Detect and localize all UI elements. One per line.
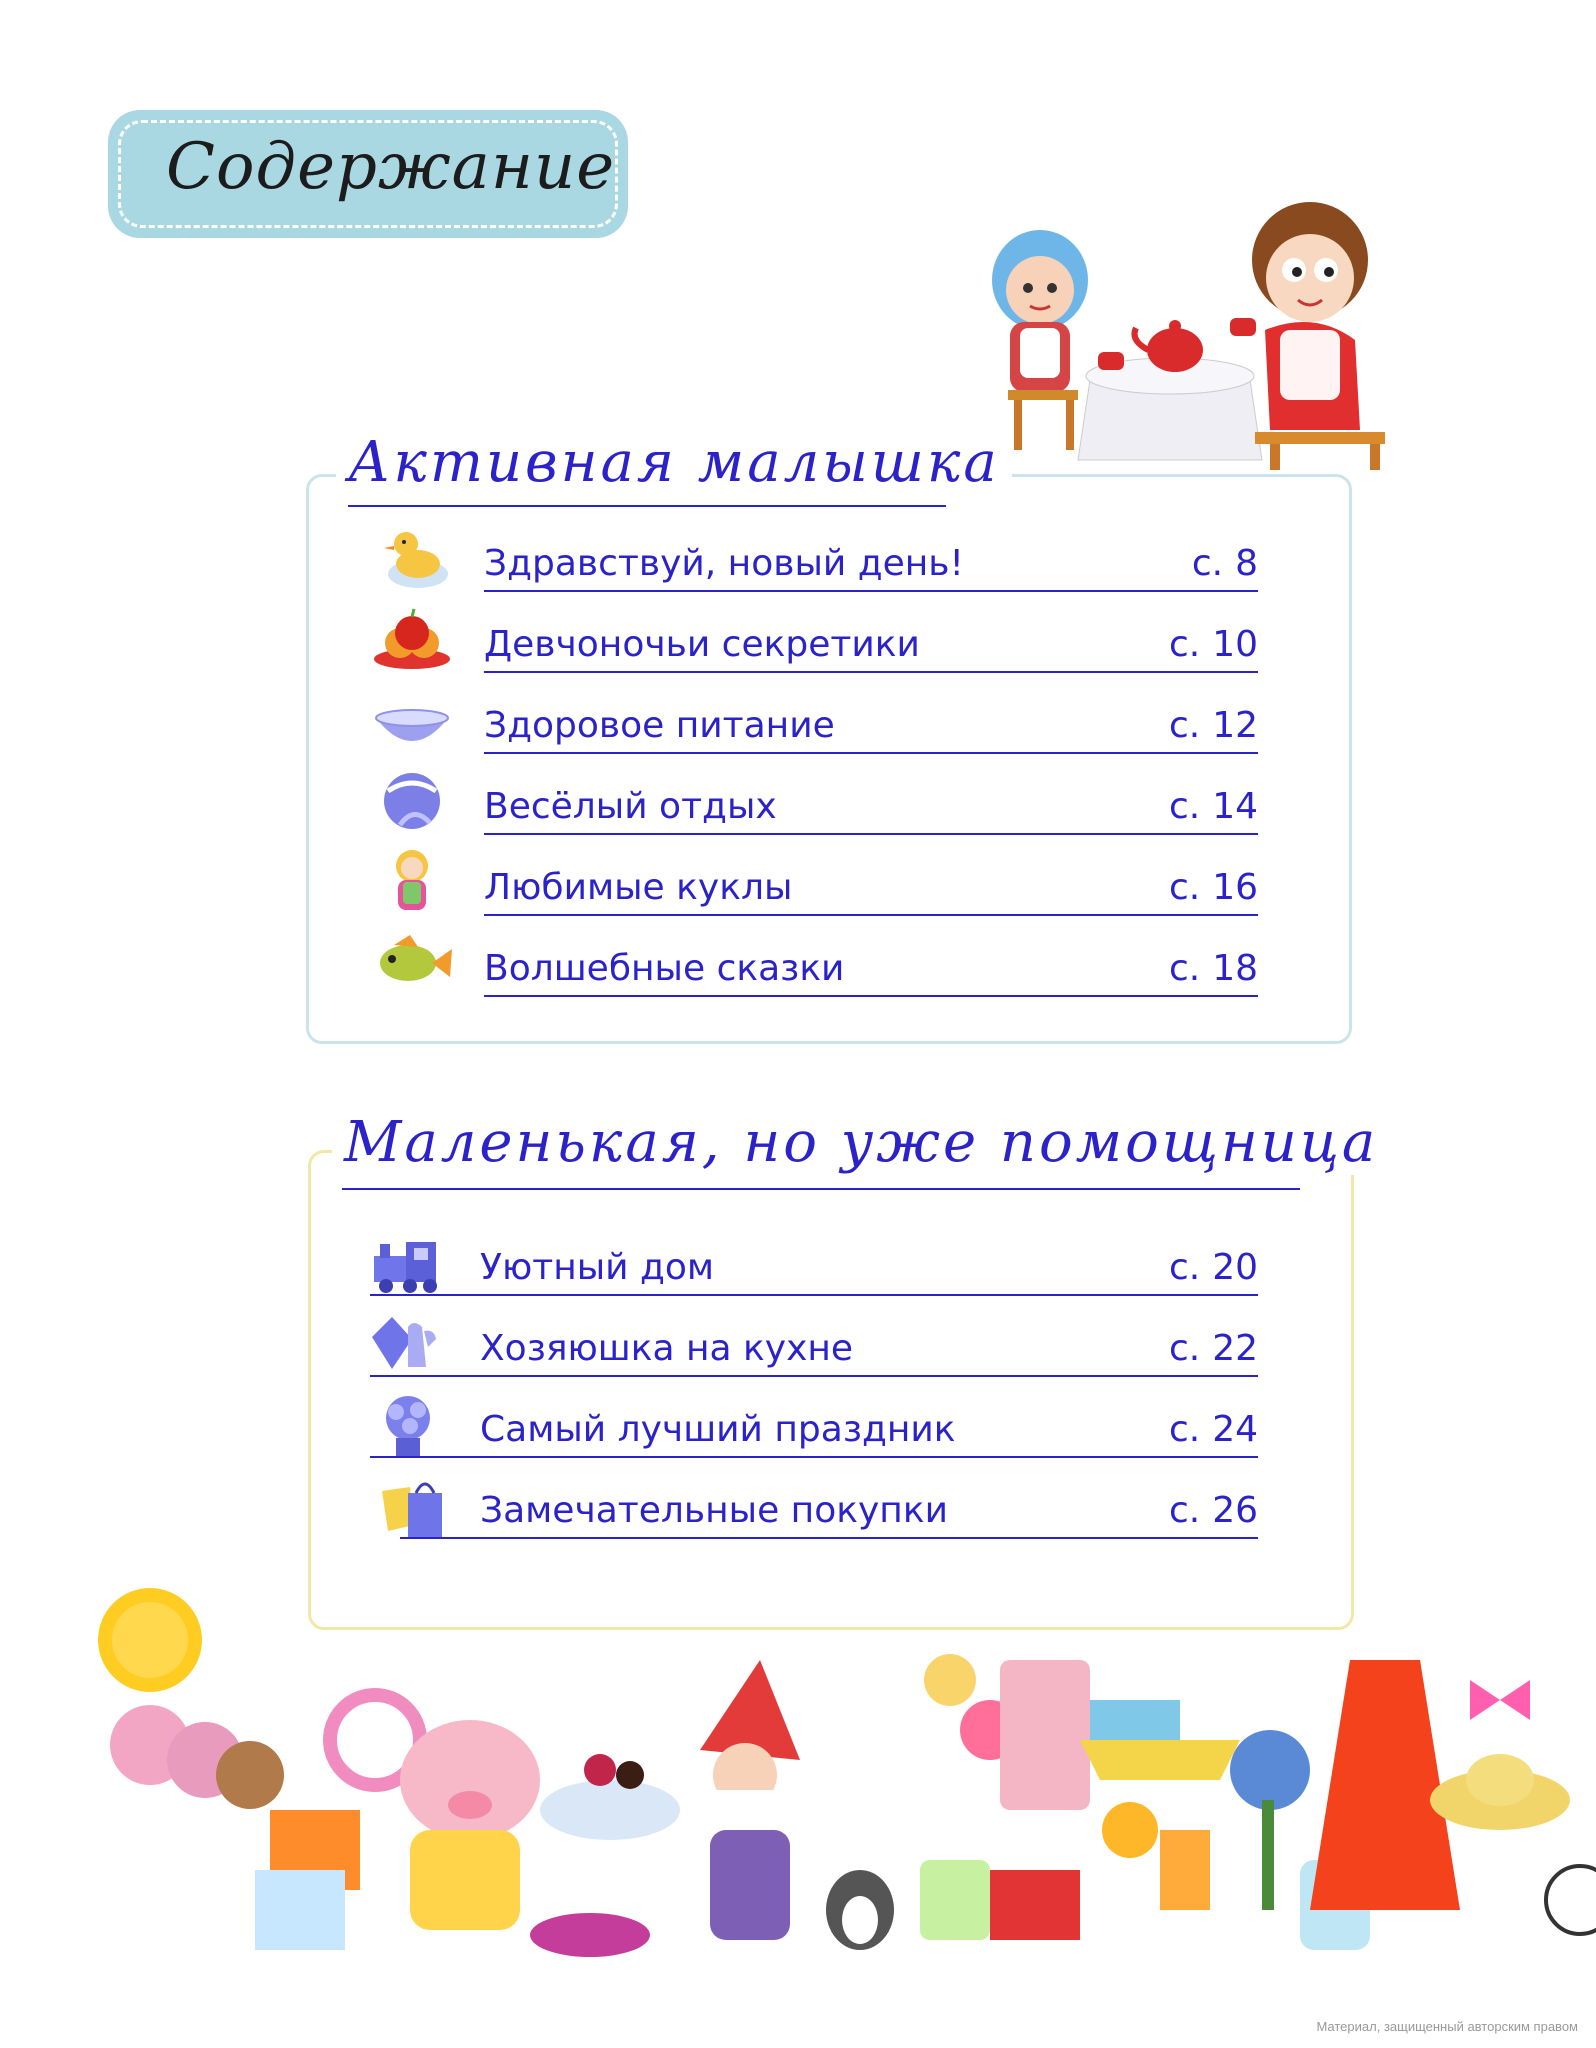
- toys-border-illustration: [0, 1570, 1596, 2000]
- toc-entry[interactable]: [480, 1398, 1258, 1460]
- toc-entry-rule: [400, 1537, 1258, 1539]
- section-frame-2: [308, 1150, 1354, 1630]
- page-prefix: с.: [1168, 948, 1201, 989]
- toc-entry-page: [1169, 624, 1258, 665]
- toc-entry-page: [1169, 1328, 1258, 1369]
- toc-entry-title: Самый лучший праздник: [480, 1409, 956, 1450]
- toc-entry-rule: [370, 1294, 1258, 1296]
- toc-entry-title: Любимые куклы: [484, 867, 793, 908]
- toc-entry-page: [1169, 705, 1258, 746]
- section-title-1: Активная малышка: [336, 430, 1012, 495]
- toc-entry-page: [1192, 543, 1258, 584]
- toc-entry-rule: [484, 671, 1258, 673]
- page-title: Содержание: [166, 130, 616, 204]
- toc-entry[interactable]: [480, 1317, 1258, 1379]
- page-number: 22: [1212, 1328, 1258, 1369]
- page-number: 8: [1235, 543, 1258, 584]
- page-number: 20: [1212, 1247, 1258, 1288]
- page-number: 24: [1212, 1409, 1258, 1450]
- toc-entry-page: [1169, 1490, 1258, 1531]
- toc-entry[interactable]: [484, 532, 1258, 594]
- toc-entry-page: [1169, 1409, 1258, 1450]
- toc-entry-rule: [370, 1375, 1258, 1377]
- toc-entry-title: Уютный дом: [480, 1247, 715, 1288]
- toc-entry-rule: [484, 995, 1258, 997]
- toc-entry[interactable]: [484, 856, 1258, 918]
- toc-entry[interactable]: [480, 1236, 1258, 1298]
- flower-bouquet-icon: [366, 1388, 450, 1460]
- toc-entry-title: Девчоночьи секретики: [484, 624, 920, 665]
- toc-entry-page: [1169, 786, 1258, 827]
- girl-tea-party-illustration: [970, 200, 1390, 470]
- bowl-icon: [370, 684, 454, 756]
- toc-entry-title: Волшебные сказки: [484, 948, 845, 989]
- page-number: 16: [1212, 867, 1258, 908]
- toc-entry-title: Здравствуй, новый день!: [484, 543, 964, 584]
- toc-entry-page: [1169, 867, 1258, 908]
- section-title-2: Маленькая, но уже помощница: [332, 1110, 1390, 1175]
- page-prefix: с.: [1191, 543, 1224, 584]
- toc-entry-title: Весёлый отдых: [484, 786, 777, 827]
- page-number: 12: [1212, 705, 1258, 746]
- title-tag: [108, 110, 628, 238]
- oven-mitts-icon: [364, 1307, 448, 1379]
- toc-entry-title: Хозяюшка на кухне: [480, 1328, 854, 1369]
- toc-entry[interactable]: [484, 694, 1258, 756]
- toc-entry-rule: [484, 833, 1258, 835]
- toc-entry-title: Замечательные покупки: [480, 1490, 948, 1531]
- toc-entry-title: Здоровое питание: [484, 705, 835, 746]
- doll-icon: [370, 846, 454, 918]
- section-title-underline-2: [342, 1188, 1300, 1190]
- page-prefix: с.: [1168, 705, 1201, 746]
- toc-entry[interactable]: [484, 613, 1258, 675]
- duck-icon: [374, 522, 458, 594]
- page-number: 26: [1212, 1490, 1258, 1531]
- toc-entry[interactable]: [484, 775, 1258, 837]
- toc-entry-page: [1169, 1247, 1258, 1288]
- toc-entry-rule: [484, 752, 1258, 754]
- shopping-bags-icon: [370, 1469, 454, 1541]
- copyright-notice: Материал, защищенный авторским правом: [1316, 2019, 1578, 2034]
- toc-entry-rule: [370, 1456, 1258, 1458]
- page-number: 18: [1212, 948, 1258, 989]
- apple-plate-icon: [370, 603, 454, 675]
- toc-entry[interactable]: [480, 1479, 1258, 1541]
- page-prefix: с.: [1168, 867, 1201, 908]
- page-number: 14: [1212, 786, 1258, 827]
- toy-train-icon: [366, 1226, 450, 1298]
- toc-entry[interactable]: [484, 937, 1258, 999]
- section-title-underline-1: [348, 505, 946, 507]
- page-prefix: с.: [1168, 1409, 1201, 1450]
- page-prefix: с.: [1168, 1328, 1201, 1369]
- toc-entry-rule: [484, 590, 1258, 592]
- page-prefix: с.: [1168, 624, 1201, 665]
- toc-entry-page: [1169, 948, 1258, 989]
- fish-icon: [370, 927, 454, 999]
- toc-entry-rule: [484, 914, 1258, 916]
- page-number: 10: [1212, 624, 1258, 665]
- page-prefix: с.: [1168, 786, 1201, 827]
- page-prefix: с.: [1168, 1247, 1201, 1288]
- page-prefix: с.: [1168, 1490, 1201, 1531]
- ball-icon: [370, 765, 454, 837]
